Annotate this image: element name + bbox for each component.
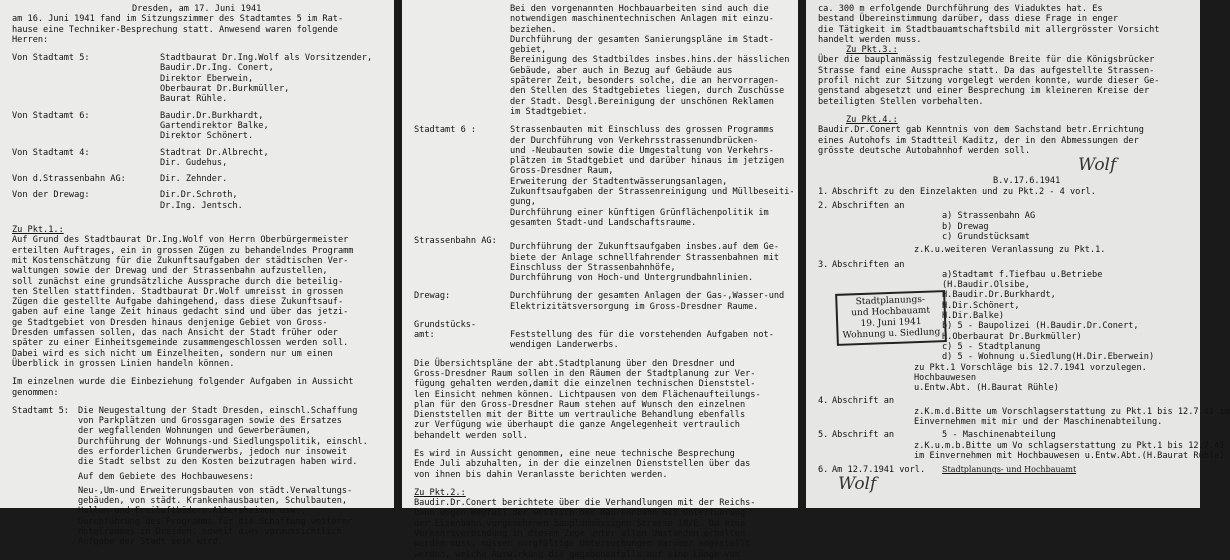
item-text: Abschrift an: [832, 430, 895, 441]
text-line: d) 5 - Wohnung u.Siedlung(H.Dir.Eberwein): [942, 352, 1155, 363]
text-line: im Einvernehmen mit Hochbauwesen u.Entw.Abt.(H.Baurat Rühle): [914, 450, 1225, 461]
text-line: Verkehrsverbindung in diesem Zuge unter allen Umständen erhalten: [414, 529, 746, 540]
text-line: hause eine Techniker-Besprechung statt. Anwesend waren folgende: [12, 24, 338, 35]
text-line: H.Dir.Balke): [942, 311, 1005, 322]
attendee-group-label: Von der Drewag:: [12, 190, 90, 201]
paragraph-aufgaben: [12, 377, 384, 398]
text-line: bestand Übereinstimmung darüber, dass diese Frage in enger: [818, 14, 1119, 25]
attendee-group-label: Von Stadtamt 6:: [12, 110, 90, 121]
bv-date: B.v.17.6.1941: [993, 176, 1061, 187]
document-page-1: [0, 0, 394, 548]
text-line: Durchführung der gesamten Anlagen der Gas-,Wasser-und: [510, 291, 785, 302]
stadtamt6-block: [414, 125, 795, 228]
text-line: z.K.m.d.Bitte um Vorschlagserstattung zu Pkt.1 bis 12.7.41 im: [914, 406, 1230, 417]
text-line: der Stadt. Desgl.Bereinigung der unschönen Reklamen: [510, 96, 774, 107]
stadtamt5-label: Stadtamt 5:: [12, 405, 69, 416]
text-line: die Tätigkeit im Stadtbauamtschaftsbild mit allergrösster Vorsicht: [818, 24, 1160, 35]
item-number: 2.: [818, 201, 829, 212]
attendee-name: Gartendirektor Balke,: [160, 120, 269, 131]
text-line: gaben auf eine lange Zeit hinaus gedacht sind und über das jetzi-: [12, 307, 349, 318]
text-line: Durchführung der Wohnungs-und Siedlungspolitik, einschl.: [78, 436, 368, 447]
text-line: erteilten Auftrages, ein in grossen Zügen zu behandelndes Programm: [12, 245, 354, 256]
attendee-name: Dir. Zehnder.: [160, 174, 228, 185]
text-line: Strassenbauten mit Einschluss des grossen Programms: [510, 125, 774, 136]
attendee-group: [12, 111, 384, 142]
text-line: c) 5 - Stadtplanung: [942, 341, 1041, 352]
item-4: [818, 396, 1190, 406]
drewag-block: [414, 291, 788, 312]
text-line: Baudir.Dr.Conert berichtete über die Verhandlungen mit der Reichs-: [414, 498, 756, 509]
text-line: Einschluss der Strassenbahnhöfe,: [510, 262, 676, 273]
text-line: Es wird in Aussicht genommen, eine neue technische Besprechung: [414, 448, 735, 459]
text-line: a)Stadtamt f.Tiefbau u.Betriebe: [942, 269, 1103, 280]
text-line: Gross-Dresdner Raum sollen in den Räumen der Stadtplanung zur Ver-: [414, 368, 756, 379]
text-line: des erforderlichen Grunderwerbs, jedoch nur insoweit: [78, 446, 348, 457]
text-line: bahn wegen Wegfall der westlich der Radrennbahn mit Unterführung: [414, 508, 746, 519]
text-line: Grundstücks-: [414, 320, 477, 331]
text-line: Im einzelnen wurde die Einbeziehung folgender Aufgaben in Aussicht: [12, 377, 354, 388]
text-line: beziehen.: [510, 24, 557, 35]
attendee-group: [12, 53, 384, 104]
text-line: späterer Zeit, besonders solche, die an hervorragen-: [510, 76, 780, 87]
text-line: zur Verfügung wie überhaupt die ganze Angelegenheit vertraulich: [414, 420, 740, 431]
attendee-group-label: Von Stadtamt 4:: [12, 147, 90, 158]
text-line: Hallen-und Freiluftbädern,Altersheimen usw.,: [78, 506, 306, 517]
paragraph-uebersicht: [414, 359, 788, 441]
item-2: [818, 201, 1190, 211]
text-line: später zu einer Einheitsgemeinde zusammengeschlossen werden soll.: [12, 338, 349, 349]
page3-top-text: [818, 4, 1190, 45]
attendee-name: Direktor Eberwein,: [160, 73, 254, 84]
text-line: a) Strassenbahn AG: [942, 211, 1036, 222]
text-line: Die Neugestaltung der Stadt Dresden, einschl.Schaffung: [78, 405, 358, 416]
text-line: die Stadt selbst zu den Kosten beizutragen haben wird.: [78, 457, 358, 468]
received-stamp: [835, 290, 946, 346]
paragraph-pkt3: [818, 55, 1190, 106]
strassenbahn-block: [414, 236, 788, 283]
item-5-note: [818, 440, 1225, 462]
text-line: Elektrizitätsversorgung im Gross-Dresdner Raume.: [510, 301, 759, 312]
section-heading-pkt4: Zu Pkt.4.:: [846, 114, 898, 125]
text-line: und -Neubauten sowie die Umgestaltung von Verkehrs-: [510, 145, 774, 156]
stamp-line: 19. Juni 1941: [860, 316, 922, 329]
item-5: [818, 430, 1190, 440]
attendee-group: [12, 174, 384, 184]
item-3-note: [818, 363, 1190, 394]
text-line: b) Drewag: [942, 221, 989, 232]
grundstuecksamt-label: [414, 320, 510, 351]
text-line: gebäuden, von städt. Krankenhausbauten, Schulbauten,: [78, 496, 348, 507]
item-4-note: [818, 406, 1230, 428]
item-text: Abschrift an: [832, 396, 895, 407]
text-line: H.Dir.Schönert,: [942, 300, 1020, 311]
attendee-group: [12, 148, 384, 169]
attendee-list: [12, 53, 384, 211]
text-line: Durchführung des Programms für die Schaffung weiterer: [78, 516, 353, 527]
text-line: Bei den vorgenannten Hochbauarbeiten sind auch die: [510, 4, 769, 14]
item-text: Abschriften an: [832, 201, 905, 212]
drewag-label: Drewag:: [414, 291, 451, 302]
footer-stamp-text: Stadtplanungs- und Hochbauamt: [942, 465, 1077, 475]
stamp-line: Stadtplanungs-: [855, 294, 926, 308]
item-number: 4.: [818, 396, 829, 407]
page-header: Dresden, am 17. Juni 1941: [132, 4, 262, 14]
text-line: gebiet,: [510, 45, 547, 56]
text-line: fügung gehalten werden,damit die einzelnen technischen Dienststel-: [414, 379, 756, 390]
text-line: Durchführung einer künftigen Grünflächenpolitik im: [510, 207, 769, 218]
text-line: von Parkplätzen und Grossgaragen sowie des Ersatzes: [78, 416, 342, 427]
text-line: H.Baudir.Dr.Burkhardt,: [942, 290, 1056, 301]
paragraph-pkt4: [818, 125, 1190, 156]
attendee-name: Baudir.Dr.Ing. Conert,: [160, 63, 274, 74]
signature-wolf: Wolf: [1078, 155, 1117, 176]
hochbau-heading: Auf dem Gebiete des Hochbauwesens:: [78, 471, 254, 482]
section-heading-pkt2: Zu Pkt.2.:: [414, 487, 466, 498]
text-line: werden, welche Auswirkung die gegebenenfalls auf eine Länge von: [414, 549, 740, 560]
item-text: Abschrift zu den Einzelakten und zu Pkt.2 - 4 vorl.: [832, 186, 1096, 197]
text-line: plätzen im Stadtgebiet und darüber hinaus im jetzigen: [510, 156, 785, 167]
text-line: Dresden umfassen sollen, das nach Ansicht der Stadt früher oder: [12, 328, 338, 339]
attendee-name: Baudir.Dr.Burkhardt,: [160, 110, 264, 121]
text-line: beteiligten Stellen vorbehalten.: [818, 96, 984, 107]
paragraph-pkt1: [12, 235, 384, 369]
intro-paragraph: [12, 14, 384, 45]
text-line: profil nicht zur Sitzung vorgelegt werden konnte, wurde dieser Ge-: [818, 76, 1160, 87]
strassenbahn-text: [510, 242, 788, 283]
text-line: genstand abgesetzt und einer Besprechung im kleineren Kreise der: [818, 86, 1150, 97]
text-line: Über die bauplanmässig festzulegende Breite für die Königsbrücker: [818, 55, 1155, 66]
attendee-name: Dir. Gudehus,: [160, 157, 228, 168]
signature-wolf-footer: Wolf: [838, 474, 877, 495]
attendee-name: Direktor Schönert.: [160, 131, 254, 142]
item-1: [818, 187, 1190, 197]
stamp-line: und Hochbauamt: [851, 305, 931, 319]
text-line: Neu-,Um-und Erweiterungsbauten von städt.Verwaltungs-: [78, 485, 353, 496]
text-line: biete der Anlage schnellfahrender Strassenbahnen mit: [510, 252, 780, 263]
attendee-name: Baurat Rühle.: [160, 94, 228, 105]
attendee-group-label: Von Stadtamt 5:: [12, 53, 90, 64]
text-line: gesamten Stadt-und Landschaftsraume.: [510, 217, 697, 228]
attendee-name: Dr.Ing. Jentsch.: [160, 200, 243, 211]
text-line: H.Oberbaurat Dr.Burkmüller): [942, 331, 1082, 342]
text-line: im Stadtgebiet.: [510, 106, 588, 117]
text-line: Hochbauwesen: [914, 372, 977, 383]
stamp-line: Wohnung u. Siedlung: [842, 327, 941, 341]
text-line: u.Entw.Abt. (H.Baurat Rühle): [914, 383, 1059, 394]
text-line: Die Übersichtspläne der abt.Stadtplanung über den Dresdner und: [414, 358, 735, 369]
item-number: 3.: [818, 259, 829, 270]
text-line: Gross-Dresdner Raum,: [510, 166, 614, 177]
paragraph-aussicht: [414, 449, 788, 480]
text-line: notwendigen maschinentechnischen Anlagen mit einzu-: [510, 14, 774, 25]
attendee-name: Stadtbaurat Dr.Ing.Wolf als Vorsitzender,: [160, 53, 373, 64]
text-line: c) Grundstücksamt: [942, 231, 1030, 242]
attendee-name: Dir.Dr.Schroth,: [160, 190, 238, 201]
page2-top-text: [414, 4, 788, 117]
text-line: Zügen die gestellte Aufgabe dahingehend, dass diese Zukunftsauf-: [12, 297, 344, 308]
text-line: werden muss, müssen sorgfältige Untersuchungen darüber angestellt: [414, 539, 751, 550]
text-line: Überblick in grossen Linien handeln können.: [12, 358, 235, 369]
stadtamt6-label: Stadtamt 6 :: [414, 125, 477, 136]
text-line: am 16. Juni 1941 fand im Sitzungszimmer des Stadtamtes 5 im Rat-: [12, 14, 344, 25]
attendee-name: Stadtrat Dr.Albrecht,: [160, 147, 269, 158]
item-text: Am 12.7.1941 vorl.: [832, 465, 926, 476]
text-line: soll zunächst eine grundsätzliche Aussprache durch die beteilig-: [12, 276, 344, 287]
text-line: Durchführung der Zukunftsaufgaben insbes.auf dem Ge-: [510, 242, 780, 253]
stadtamt6-text: [510, 125, 795, 228]
text-line: der wegfallenden Wohnungen und Gewerberäumen,: [78, 426, 311, 437]
text-line: der Eisenbahn vorgesehenen bauplanmässigen Strasse 18/E. Da eine: [414, 518, 746, 529]
text-line: wendigen Landerwerbs.: [510, 340, 619, 351]
text-line: Feststellung des für die vorstehenden Aufgaben not-: [510, 330, 774, 341]
section-heading-pkt1: Zu Pkt.1.:: [12, 225, 64, 236]
text-line: Ende Juli abzuhalten, in der die einzelnen Dienststellen über das: [414, 459, 751, 470]
attendee-group: [12, 190, 384, 211]
text-line: ten Stellen stattfinden. Stadtbaurat Dr.Wolf umreisst in grossen: [12, 286, 344, 297]
item-2-recipients: [818, 211, 1190, 242]
text-line: plan für den Gross-Dresdner Raum stehen auf Wunsch den einzelnen: [414, 399, 746, 410]
text-line: z.K.u.m.b.Bitte um Vo schlagserstattung zu Pkt.1 bis 12.7.41: [914, 440, 1225, 451]
text-line: grösste deutsche Autobahnhof werden soll.: [818, 145, 1031, 156]
text-line: Dienststellen mit der Bitte um vertrauliche Behandlung ebenfalls: [414, 410, 746, 421]
text-line: genommen:: [12, 387, 59, 398]
grundstuecksamt-text: [510, 330, 788, 351]
document-page-3: [806, 0, 1230, 508]
text-line: Durchführung von Hoch-und Untergrundbahnlinien.: [510, 273, 754, 284]
text-line: zu Pkt.1 Vorschläge bis 12.7.1941 vorzulegen.: [914, 362, 1147, 373]
paragraph-pkt2: [414, 498, 788, 560]
item-number: 1.: [818, 186, 829, 197]
text-line: ge Stadtgebiet von Dresden hinaus denjenige Gebiet von Gross-: [12, 317, 328, 328]
text-line: den Stellen des Stadtgebietes liegen, durch Zuschüsse: [510, 86, 785, 97]
text-line: waltungen sowie der Drewag und der Strassenbahn aufzustellen,: [12, 266, 328, 277]
text-line: amt:: [414, 330, 435, 341]
text-line: Zukunftsaufgaben der Strassenreinigung und Müllbeseiti-: [510, 187, 795, 198]
attendee-group-label: Von d.Strassenbahn AG:: [12, 174, 126, 185]
text-line: Gebäude, aber auch in Bezug auf Gebäude aus: [510, 65, 733, 76]
text-line: Erweiterung der Stadtentwässerungsanlagen,: [510, 176, 728, 187]
text-line: Herren:: [12, 34, 49, 45]
text-line: behandelt werden soll.: [414, 430, 528, 441]
section-heading-pkt3: Zu Pkt.3.:: [846, 45, 898, 56]
item-2-note: z.K.u.weiteren Veranlassung zu Pkt.1.: [914, 245, 1106, 256]
item-5-recipient: 5 - Maschinenabteilung: [942, 430, 1056, 441]
attendee-name: Oberbaurat Dr.Burkmüller,: [160, 84, 290, 95]
text-line: der Durchführung von Verkehrsstrassenundbrücken-: [510, 135, 759, 146]
item-number: 5.: [818, 430, 829, 441]
text-line: Dabei wird es sich nicht um Einzelheiten, sondern nur um einen: [12, 348, 333, 359]
text-line: ca. 300 m erfolgende Durchführung des Viaduktes hat. Es: [818, 4, 1103, 14]
text-line: Durchführung der gesamten Sanierungspläne im Stadt-: [510, 34, 774, 45]
text-line: handelt werden muss.: [818, 34, 922, 45]
text-line: Strasse fand eine Aussprache statt. Da das aufgestellte Strassen-: [818, 65, 1155, 76]
text-line: Aufgabe der Stadt sein wird.: [78, 537, 223, 548]
stadtamt5-text: [78, 406, 384, 468]
text-line: Auf Grund des Stadtbaurat Dr.Ing.Wolf von Herrn Oberbürgermeister: [12, 235, 349, 246]
text-line: Bereinigung des Stadtbildes insbes.hins.der hässlichen: [510, 55, 790, 66]
grundstuecksamt-block: [414, 320, 788, 351]
text-line: gung,: [510, 197, 536, 208]
text-line: b) 5 - Baupolizei (H.Baudir.Dr.Conert,: [942, 321, 1139, 332]
item-number: 6.: [818, 465, 829, 476]
text-line: mit Kostenschätzung für die Zukunftsaufgaben der städtischen Ver-: [12, 255, 349, 266]
text-line: Einvernehmen mit mir und der Maschinenabteilung.: [914, 416, 1163, 427]
drewag-text: [510, 291, 788, 312]
text-line: eines Autohofs im Stadtteil Kaditz, der in den Abmessungen der: [818, 135, 1139, 146]
text-line: Baudir.Dr.Conert gab Kenntnis von dem Sachstand betr.Errichtung: [818, 125, 1144, 136]
stadtamt5-block: [12, 406, 384, 468]
text-line: von ihnen bis dahin Veranlasste berichten werden.: [414, 469, 668, 480]
item-text: Abschriften an: [832, 259, 905, 270]
text-line: Hotelraumes in Dresden, soweit dies voraussichtlich: [78, 527, 342, 538]
strassenbahn-label: Strassenbahn AG:: [414, 236, 497, 247]
hochbau-text: [78, 486, 384, 548]
text-line: len Einsicht nehmen können. Lichtpausen von dem Flächenaufteilungs-: [414, 389, 761, 400]
document-page-2: [402, 0, 798, 560]
text-line: (H.Baudir.Olsibe,: [942, 280, 1030, 291]
item-3: [818, 260, 1190, 270]
